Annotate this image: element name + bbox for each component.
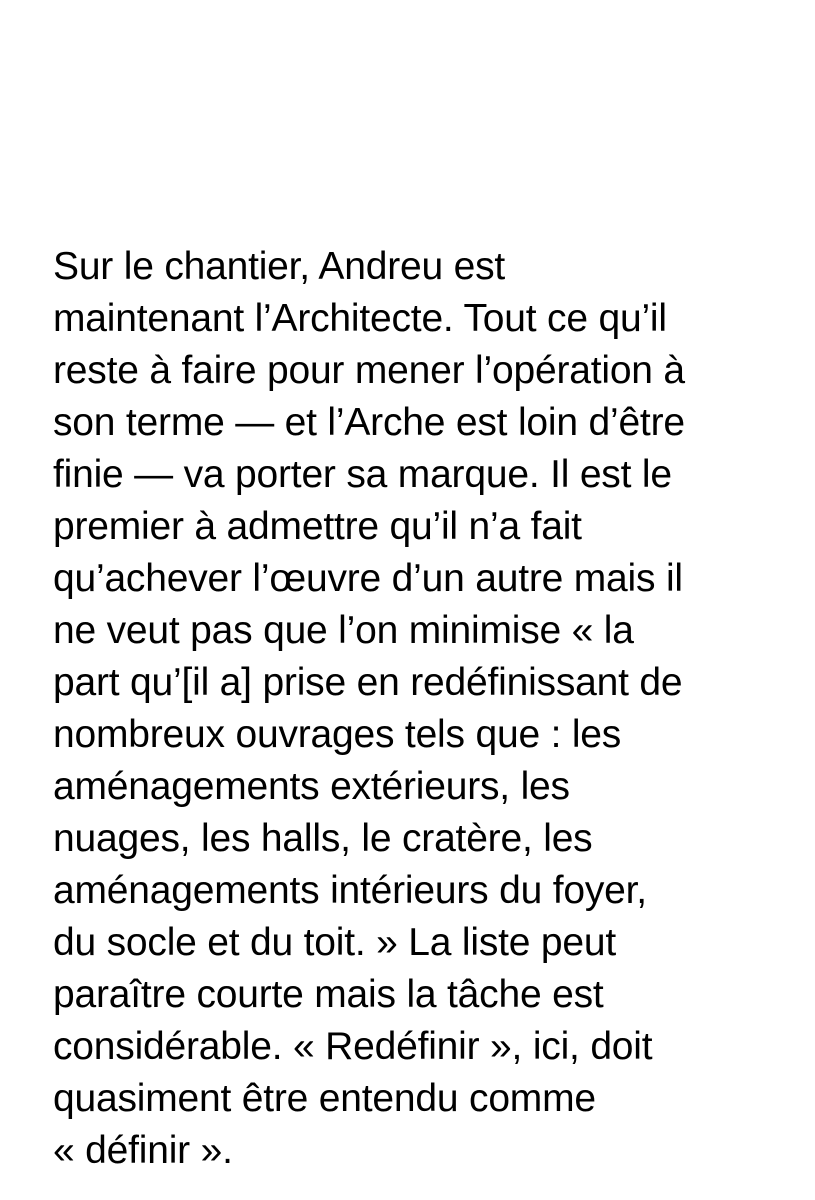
paragraph-line: Sur le chantier, Andreu est <box>53 245 506 288</box>
paragraph-line: finie — va porter sa marque. Il est le <box>53 453 672 496</box>
paragraph-line: part qu’[il a] prise en redéfinissant de <box>53 661 683 704</box>
paragraph-line: aménagements extérieurs, les <box>53 765 570 808</box>
paragraph-line: nuages, les halls, le cratère, les <box>53 817 593 860</box>
paragraph-line: quasiment être entendu comme <box>53 1077 596 1120</box>
paragraph-line: son terme — et l’Arche est loin d’être <box>53 401 685 444</box>
paragraph-line: reste à faire pour mener l’opération à <box>53 349 685 392</box>
paragraph-line: « définir ». <box>53 1129 233 1172</box>
paragraph-line: du socle et du toit. » La liste peut <box>53 921 617 964</box>
paragraph-line: ne veut pas que l’on minimise « la <box>53 609 634 652</box>
paragraph-line: nombreux ouvrages tels que : les <box>53 713 622 756</box>
paragraph-line: aménagements intérieurs du foyer, <box>53 869 647 912</box>
paragraph-line: maintenant l’Architecte. Tout ce qu’il <box>53 297 667 340</box>
paragraph-line: paraître courte mais la tâche est <box>53 973 604 1016</box>
paragraph-line: considérable. « Redéfinir », ici, doit <box>53 1025 653 1068</box>
paragraph-line: qu’achever l’œuvre d’un autre mais il <box>53 557 683 600</box>
paragraph-line: premier à admettre qu’il n’a fait <box>53 505 582 548</box>
